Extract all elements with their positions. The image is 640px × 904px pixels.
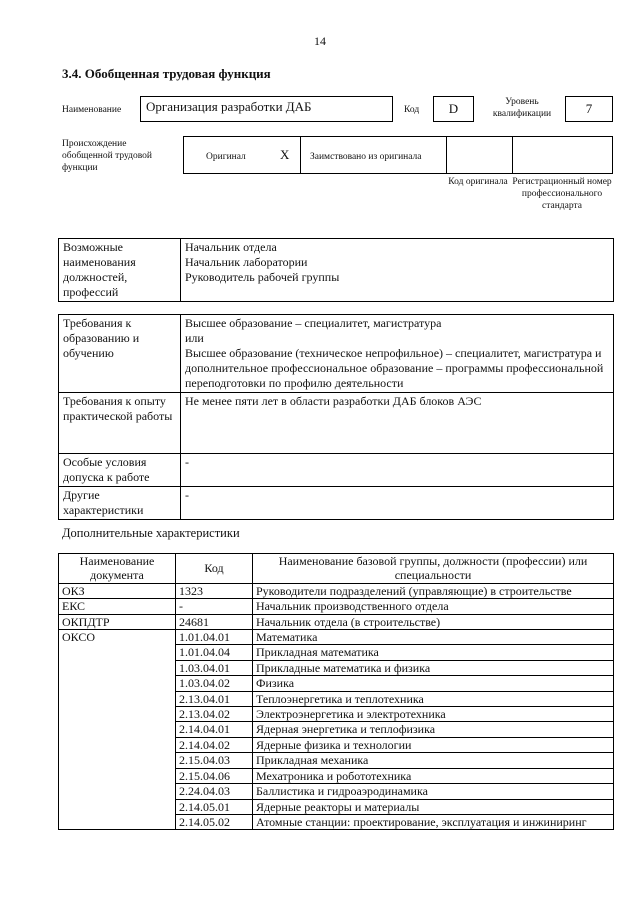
experience-value: Не менее пяти лет в области разработки ДАБ блоков АЭС bbox=[181, 393, 614, 454]
education-values bbox=[181, 315, 614, 393]
experience-label: Требования к опыту практической работы bbox=[59, 393, 181, 454]
row-code: - bbox=[176, 599, 253, 614]
education-line: или bbox=[185, 331, 204, 345]
name-label: Наименование bbox=[62, 105, 122, 115]
row-doc: ОКПДТР bbox=[59, 614, 176, 629]
name-value-box bbox=[140, 96, 393, 122]
education-line: Высшее образование (техническое непрофильное) – специалитет, магистратура и дополнительное профессиональное образование – программы профессиональной переподготовки по профилю деятельности bbox=[185, 346, 604, 390]
name-value: Организация разработки ДАБ bbox=[146, 99, 312, 114]
level-label: Уровень квалификации bbox=[492, 97, 552, 119]
special-conditions-label: Особые условия допуска к работе bbox=[59, 454, 181, 487]
row-code: 2.13.04.01 bbox=[176, 691, 253, 706]
row-code: 2.14.05.02 bbox=[176, 814, 253, 829]
row-doc: ОКЗ bbox=[59, 583, 176, 598]
header-code: Код bbox=[176, 554, 253, 584]
other-characteristics-label: Другие характеристики bbox=[59, 487, 181, 520]
code-value-box bbox=[433, 96, 474, 122]
row-name: Мехатроника и робототехника bbox=[253, 768, 614, 783]
origin-divider-2 bbox=[446, 137, 447, 173]
position-item: Начальник отдела bbox=[185, 240, 277, 254]
origin-table bbox=[183, 136, 613, 174]
row-name: Ядерные реакторы и материалы bbox=[253, 799, 614, 814]
table-row bbox=[59, 630, 614, 645]
requirements-table bbox=[58, 314, 614, 520]
header-doc: Наименование документа bbox=[59, 554, 176, 584]
row-code: 2.15.04.06 bbox=[176, 768, 253, 783]
row-code: 2.14.04.01 bbox=[176, 722, 253, 737]
education-label: Требования к образованию и обучению bbox=[59, 315, 181, 393]
okso-label: ОКСО bbox=[59, 630, 176, 830]
page-number: 14 bbox=[314, 34, 326, 48]
original-label: Оригинал bbox=[206, 152, 246, 162]
table-row bbox=[59, 599, 614, 614]
reg-number-label: Регистрационный номер профессионального стандарта bbox=[512, 177, 612, 211]
row-name: Математика bbox=[253, 630, 614, 645]
code-value: D bbox=[448, 101, 459, 116]
table-row bbox=[59, 614, 614, 629]
row-code: 1.03.04.01 bbox=[176, 660, 253, 675]
level-value: 7 bbox=[585, 101, 593, 116]
code-label: Код bbox=[404, 105, 420, 115]
education-line: Высшее образование – специалитет, магистратура bbox=[185, 316, 442, 330]
row-name: Прикладная математика bbox=[253, 645, 614, 660]
code-original-label: Код оригинала bbox=[448, 177, 508, 187]
row-code: 1323 bbox=[176, 583, 253, 598]
special-conditions-value: - bbox=[181, 454, 614, 487]
row-name: Прикладные математика и физика bbox=[253, 660, 614, 675]
row-name: Ядерная энергетика и теплофизика bbox=[253, 722, 614, 737]
extra-table bbox=[58, 553, 614, 830]
extra-title: Дополнительные характеристики bbox=[62, 526, 240, 540]
row-name: Начальник производственного отдела bbox=[253, 599, 614, 614]
row-name: Электроэнергетика и электротехника bbox=[253, 707, 614, 722]
row-code: 2.24.04.03 bbox=[176, 784, 253, 799]
row-name: Прикладная механика bbox=[253, 753, 614, 768]
row-name: Баллистика и гидроаэродинамика bbox=[253, 784, 614, 799]
positions-values bbox=[181, 239, 614, 302]
origin-divider-1 bbox=[300, 137, 301, 173]
row-code: 2.14.04.02 bbox=[176, 737, 253, 752]
position-item: Начальник лаборатории bbox=[185, 255, 308, 269]
row-name: Ядерные физика и технологии bbox=[253, 737, 614, 752]
table-row bbox=[59, 583, 614, 598]
row-name: Начальник отдела (в строительстве) bbox=[253, 614, 614, 629]
original-mark: X bbox=[280, 147, 290, 162]
level-value-box bbox=[565, 96, 613, 122]
row-name: Руководители подразделений (управляющие) в строительстве bbox=[253, 583, 614, 598]
row-doc: ЕКС bbox=[59, 599, 176, 614]
positions-table bbox=[58, 238, 614, 302]
row-code: 24681 bbox=[176, 614, 253, 629]
row-code: 1.03.04.02 bbox=[176, 676, 253, 691]
section-title: 3.4. Обобщенная трудовая функция bbox=[62, 66, 271, 81]
header-name: Наименование базовой группы, должности (профессии) или специальности bbox=[253, 554, 614, 584]
origin-divider-3 bbox=[512, 137, 513, 173]
position-item: Руководитель рабочей группы bbox=[185, 270, 340, 284]
extra-table-header bbox=[59, 554, 614, 584]
other-characteristics-value: - bbox=[181, 487, 614, 520]
row-name: Физика bbox=[253, 676, 614, 691]
row-code: 2.14.05.01 bbox=[176, 799, 253, 814]
row-name: Теплоэнергетика и теплотехника bbox=[253, 691, 614, 706]
borrowed-label: Заимствовано из оригинала bbox=[310, 152, 422, 162]
row-code: 1.01.04.04 bbox=[176, 645, 253, 660]
positions-label: Возможные наименования должностей, профессий bbox=[59, 239, 181, 302]
row-name: Атомные станции: проектирование, эксплуатация и инжиниринг bbox=[253, 814, 614, 829]
row-code: 2.13.04.02 bbox=[176, 707, 253, 722]
origin-label: Происхождение обобщенной трудовой функции bbox=[62, 139, 152, 173]
row-code: 2.15.04.03 bbox=[176, 753, 253, 768]
row-code: 1.01.04.01 bbox=[176, 630, 253, 645]
